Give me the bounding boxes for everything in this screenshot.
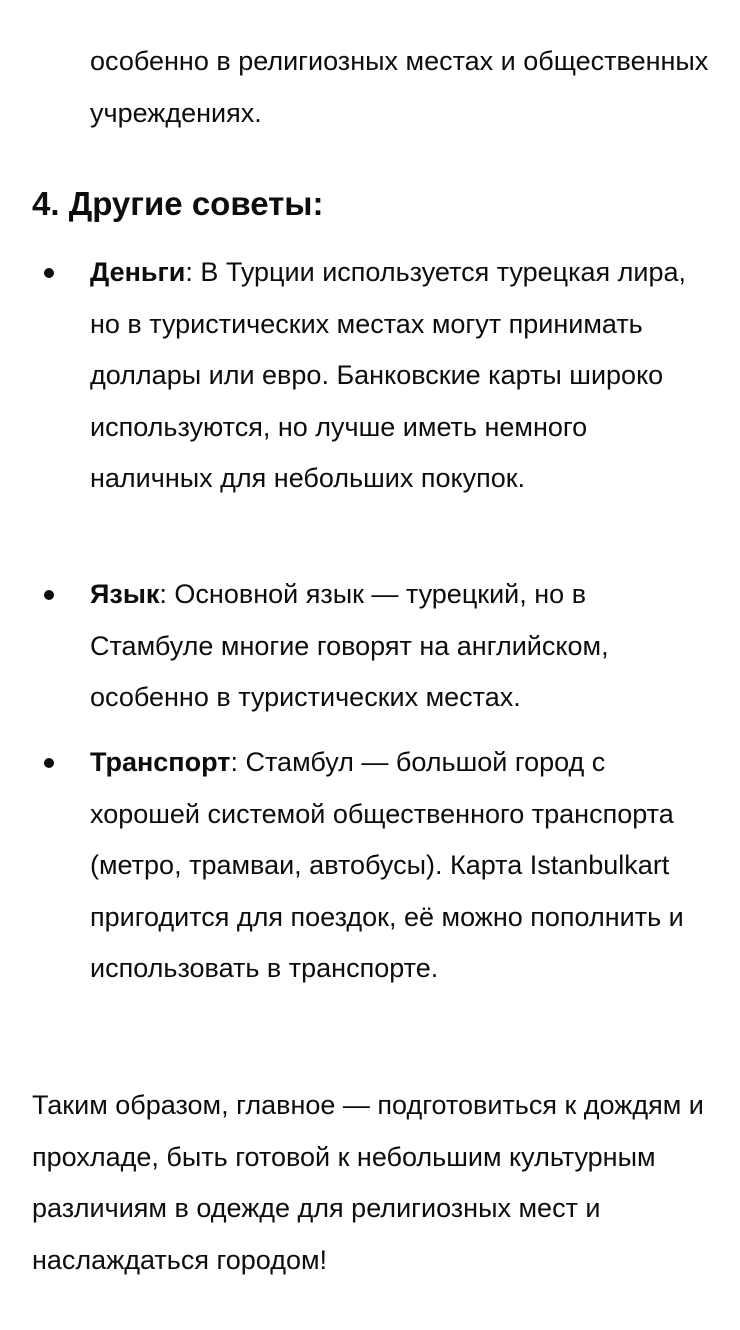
- bullet-icon: [44, 758, 54, 768]
- section-heading: 4. Другие советы:: [32, 185, 324, 222]
- tip-separator: :: [159, 579, 167, 609]
- bullet-icon: [44, 590, 54, 600]
- tip-text: Стамбул — большой город с хорошей системой общественного транспорта (метро, трамваи, автобусы). Карта Istanbulkart пригодится для поездок, её можно пополнить и использовать в транспорте.: [90, 747, 684, 983]
- summary-paragraph: Таким образом, главное — подготовиться к дождям и прохладе, быть готовой к небольшим культурным различиям в одежде для религиозных мест и наслаждаться городом!: [32, 1090, 704, 1275]
- list-item: [90, 569, 710, 724]
- tip-term: Деньги: [90, 257, 186, 287]
- tip-term: Язык: [90, 579, 160, 609]
- paragraph-continued: особенно в религиозных местах и общественных учреждениях.: [90, 46, 709, 128]
- tip-separator: :: [185, 257, 193, 287]
- bullet-icon: [44, 268, 54, 278]
- tip-text: В Турции используется турецкая лира, но в туристических местах могут принимать доллары или евро. Банковские карты широко используются, но лучше иметь немного наличных для небольших покупок.: [90, 257, 686, 493]
- list-item: [90, 247, 710, 505]
- tip-separator: :: [230, 747, 238, 777]
- tip-term: Транспорт: [90, 747, 231, 777]
- tip-text: Основной язык — турецкий, но в Стамбуле многие говорят на английском, особенно в туристических местах.: [90, 579, 609, 712]
- list-item: [90, 737, 710, 995]
